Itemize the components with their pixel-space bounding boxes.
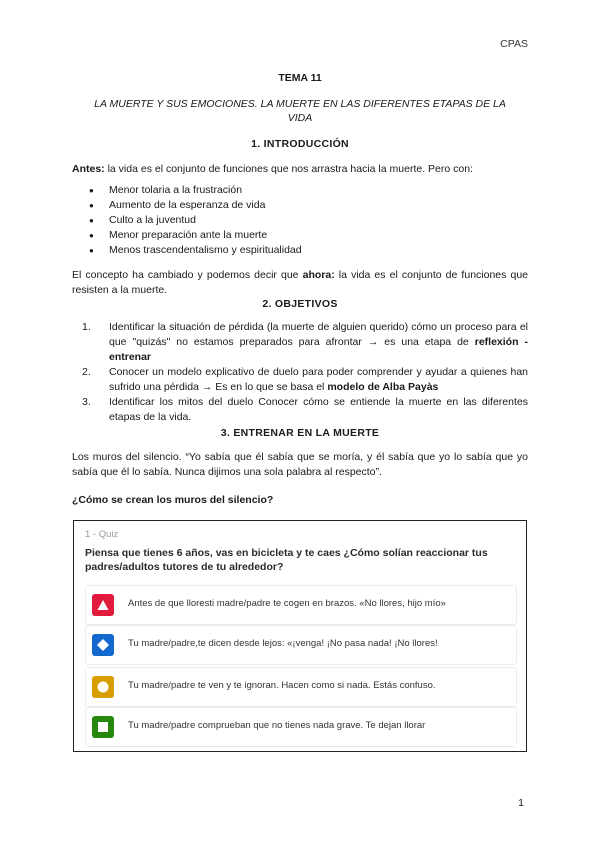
- list-item: ● Menor tolaria a la frustración: [109, 183, 302, 198]
- option-marker: [92, 676, 114, 698]
- concept-paragraph: [72, 268, 528, 298]
- item-number: 2.: [82, 366, 91, 378]
- antes-label: Antes:: [72, 163, 105, 175]
- item-text: Conocer un modelo explicativo de duelo para poder comprender y ayudar a quienes han sufrido una pérdida → Es en lo que se basa el: [109, 366, 528, 393]
- option-text: Antes de que lloresti madre/padre te cogen en brazos. «No llores, hijo mío»: [128, 598, 446, 609]
- option-marker: [92, 634, 114, 656]
- list-item: ● Aumento de la esperanza de vida: [109, 198, 302, 213]
- intro-paragraph: [72, 162, 528, 177]
- list-item: ● Menor preparación ante la muerte: [109, 228, 302, 243]
- page-title: TEMA 11: [278, 72, 322, 84]
- list-item: [72, 395, 528, 425]
- item-number: 3.: [82, 396, 91, 408]
- section-heading-objetivos: 2. OBJETIVOS: [262, 298, 338, 310]
- quiz-question: Piensa que tienes 6 años, vas en bicicleta y te caes ¿Cómo solían reaccionar tus padres/adultos tutores de tu alrededor?: [85, 547, 488, 573]
- item-bold: reflexión - entrenar: [109, 336, 528, 363]
- header-label: CPAS: [500, 38, 528, 50]
- list-item: [72, 365, 528, 395]
- section-heading-entrenar: 3. ENTRENAR EN LA MUERTE: [220, 427, 380, 439]
- circle-icon: [97, 681, 109, 693]
- section-heading-intro: 1. INTRODUCCIÓN: [251, 138, 349, 150]
- item-number: 1.: [82, 321, 91, 333]
- list-item: ● Culto a la juventud: [109, 213, 302, 228]
- option-marker: [92, 716, 114, 738]
- item-text: Identificar la situación de pérdida (la muerte de alguien querido) cómo un proceso para el que "quizás" no estamos preparados para afrontar → es una etapa de: [109, 321, 528, 348]
- concept-post: la vida es el conjunto de funciones que resisten a la muerte.: [72, 269, 528, 296]
- antes-text: la vida es el conjunto de funciones que nos arrastra hacia la muerte. Pero con:: [104, 163, 473, 175]
- quiz-option-red: [85, 585, 517, 625]
- page-number: 1: [518, 797, 524, 809]
- option-text: Tu madre/padre,te dicen desde lejos: «¡venga! ¡No pasa nada! ¡No llores!: [128, 638, 438, 649]
- quiz-option-blue: [85, 625, 517, 665]
- triangle-icon: [97, 599, 109, 611]
- option-text: Tu madre/padre comprueban que no tienes nada grave. Te dejan llorar: [128, 720, 426, 731]
- page-subtitle: LA MUERTE Y SUS EMOCIONES. LA MUERTE EN LAS DIFERENTES ETAPAS DE LA VIDA: [94, 98, 506, 124]
- option-text: Tu madre/padre te ven y te ignoran. Hacen como si nada. Estás confuso.: [128, 680, 436, 691]
- list-item: [72, 320, 528, 365]
- intro-bullet-list: [72, 183, 302, 258]
- item-text: Identificar los mitos del duelo Conocer cómo se entiende la muerte en las diferentes etapas de la vida.: [109, 396, 528, 423]
- objectives-list: [72, 320, 528, 425]
- quiz-option-yellow: [85, 667, 517, 707]
- entrenar-paragraph: Los muros del silencio. “Yo sabía que él sabía que se moría, y él sabía que yo lo sabía que yo sabía que él lo sabía. Nunca dijimos una sola palabra al respecto”.: [72, 451, 528, 478]
- option-marker: [92, 594, 114, 616]
- diamond-icon: [97, 639, 109, 651]
- item-bold: modelo de Alba Payàs: [327, 381, 439, 393]
- section-question: ¿Cómo se crean los muros del silencio?: [72, 494, 274, 506]
- quiz-option-green: [85, 707, 517, 747]
- list-item: ● Menos trascendentalismo y espiritualidad: [109, 243, 302, 258]
- quiz-image: [73, 520, 527, 752]
- concept-bold: ahora:: [302, 269, 335, 281]
- square-icon: [97, 721, 109, 733]
- quiz-tag: 1 - Quiz: [85, 529, 119, 540]
- concept-pre: El concepto ha cambiado y podemos decir que: [72, 269, 303, 281]
